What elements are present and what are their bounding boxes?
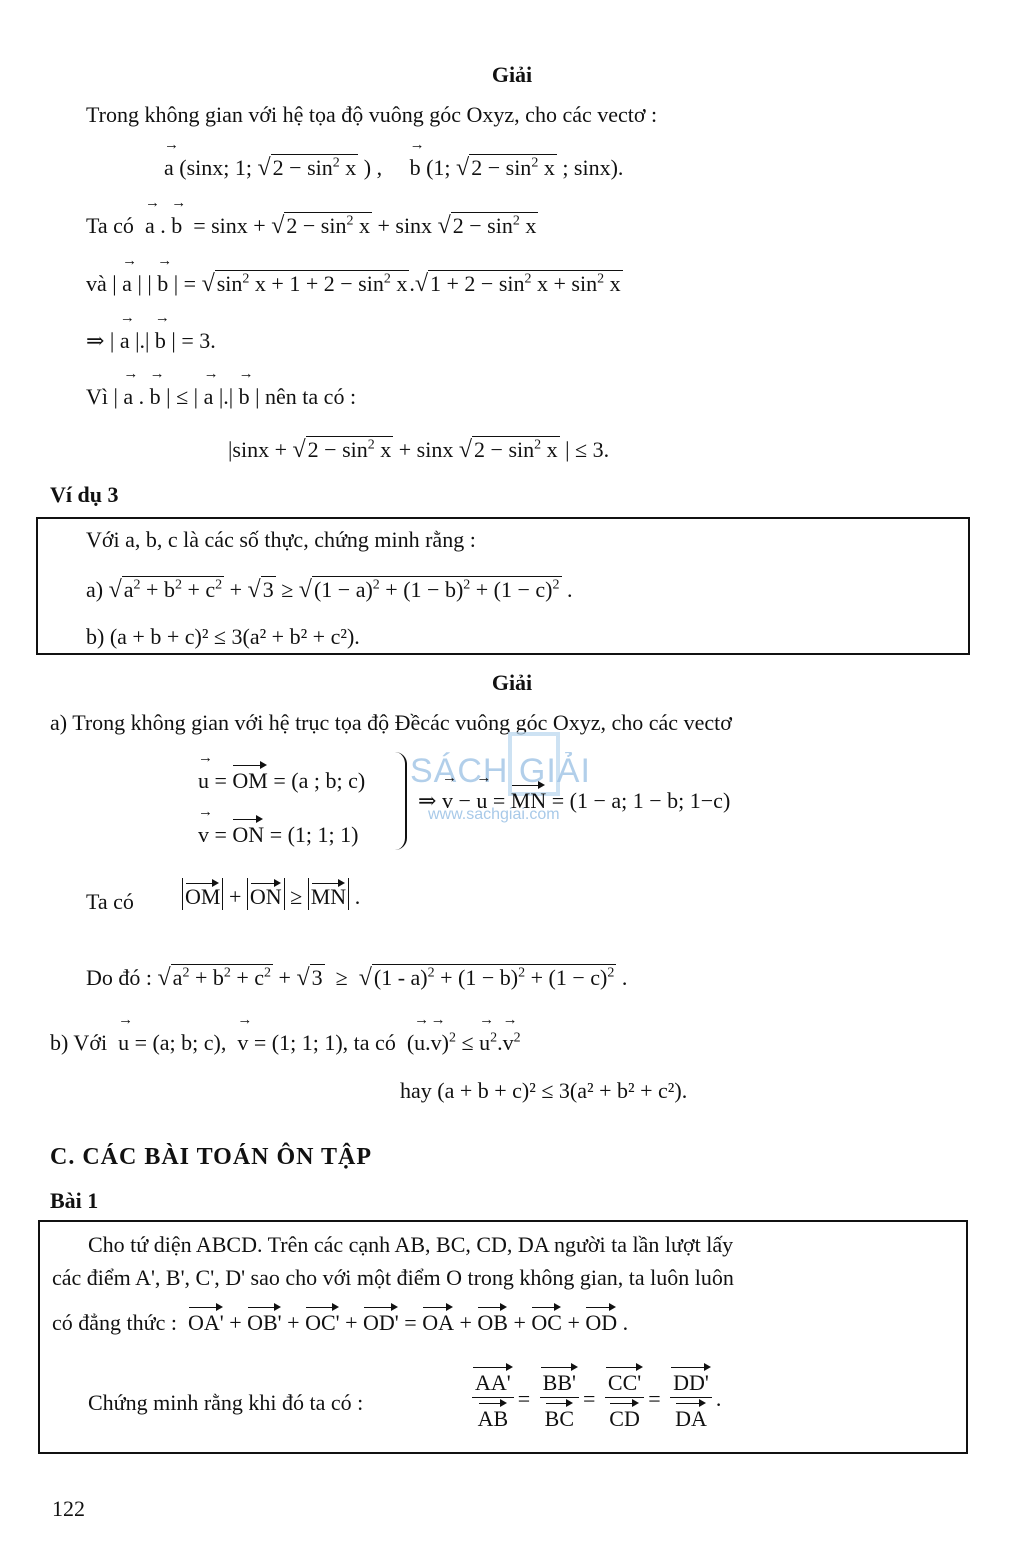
v-definition: → v = ON = (1; 1; 1): [198, 822, 359, 847]
final-inequality-line: $|\sin x + √2 - \sin^2 x + \sin x$ $√2 - \sin^2 x$ | ≤ 3.: [228, 437, 610, 463]
page-number: 122: [52, 1496, 85, 1521]
example-3-statement: Với a, b, c là các số thực, chứng minh rằng :: [86, 527, 476, 552]
norm-result-line: ⇒ | → a |.| → b | = 3.: [86, 328, 216, 353]
exercise-1-title: Bài 1: [50, 1188, 99, 1213]
ratio-fraction: $\frac{BB'}{BC}$: [540, 1370, 579, 1432]
norm-inequality: OM + ON ≥ MN .: [182, 878, 360, 910]
ratio-fraction: $\frac{CC'}{CD}$: [605, 1370, 644, 1432]
exercise-1-line-4: Chứng minh rằng khi đó ta có :: [88, 1390, 364, 1415]
solution-heading-1: Giải: [491, 62, 533, 87]
ta-co-label: Ta có: [86, 889, 134, 914]
solution-3b-line: b) Với → u = (a; b; c), → v = (1; 1; 1), ta có (→ u.→ v)$^2$ ≤ → $u^2.\to v^2$: [50, 1030, 521, 1055]
solution-intro: Trong không gian với hệ tọa độ vuông góc Oxyz, cho các vectơ :: [86, 102, 658, 127]
brace: [395, 752, 407, 850]
norm-product-line: và | → a | | → b | = $√\sin^2$ $x + 1 + 2 - \sin^2 x.√1 + 2 - \sin^2 x + \sin^2 x$: [86, 270, 623, 299]
example-3-part-b: b) (a + b + c)² ≤ 3(a² + b² + c²).: [86, 624, 360, 649]
solution-3a-intro: a) Trong không gian với hệ trục tọa độ Đềcác vuông góc Oxyz, cho các vectơ: [50, 710, 732, 735]
exercise-1-line-2: các điểm A', B', C', D' sao cho với một điểm O trong không gian, ta luôn luôn: [52, 1265, 734, 1290]
exercise-1-line-1: Cho tứ diện ABCD. Trên các cạnh AB, BC, CD, DA người ta lần lượt lấy: [88, 1232, 734, 1257]
watermark-brand: SÁCH GIẢI: [410, 752, 591, 790]
solution-3b-conclusion: hay (a + b + c)² ≤ 3(a² + b² + c²).: [400, 1078, 688, 1103]
section-c-title: C. CÁC BÀI TOÁN ÔN TẬP: [50, 1144, 373, 1170]
u-definition: → u = OM = (a ; b; c): [198, 768, 365, 793]
watermark-url: www.sachgiai.com: [428, 806, 560, 823]
dot-product-line: Ta có → a . → $b = \sin x + √2 - \sin^2 x + \sin x$ $√2 - \sin^2 x$: [86, 212, 538, 241]
since-line: Vì | → a . → b | ≤ | → a |.| → b | nên ta có :: [86, 384, 356, 409]
ratio-fraction: $\frac{DD'}{DA}$: [670, 1370, 712, 1432]
exercise-1-line-3: có đẳng thức : OA' + OB' + OC' + OD' = OA + OB + OC + OD .: [52, 1310, 629, 1335]
difference-vector-line: ⇒ → v − → u = MN = (1 − a; 1 − b; 1−c): [418, 788, 730, 813]
conclusion-a-line: Do đó : $√a^2 + b^2 + c^2 + √3 \ge √(1 - a)^2 + (1 - b)^2 + (1 - c)^2$ .: [86, 965, 628, 991]
ratio-fraction: $\frac{AA'}{AB}$: [472, 1370, 514, 1432]
ratio-equation: $\frac{AA'}{AB}$ = $\frac{BB'}{BC}$ = $\frac{CC'}{CD}$ = $\frac{DD'}{DA}$ .: [468, 1370, 721, 1432]
vectors-definition: → a (sinx; 1; $√2 - \sin^2 x$ ) , → b (1; $√2 - \sin^2 x$ ; sinx).: [164, 154, 623, 183]
example-3-title: Ví dụ 3: [50, 482, 119, 507]
example-3-part-a: a) $√a^2 + b^2 + c^2 + √3 \ge √(1 - a)^2 + (1 - b)^2 + (1 - c)^2$ .: [86, 577, 573, 603]
solution-heading-2: Giải: [491, 670, 533, 695]
